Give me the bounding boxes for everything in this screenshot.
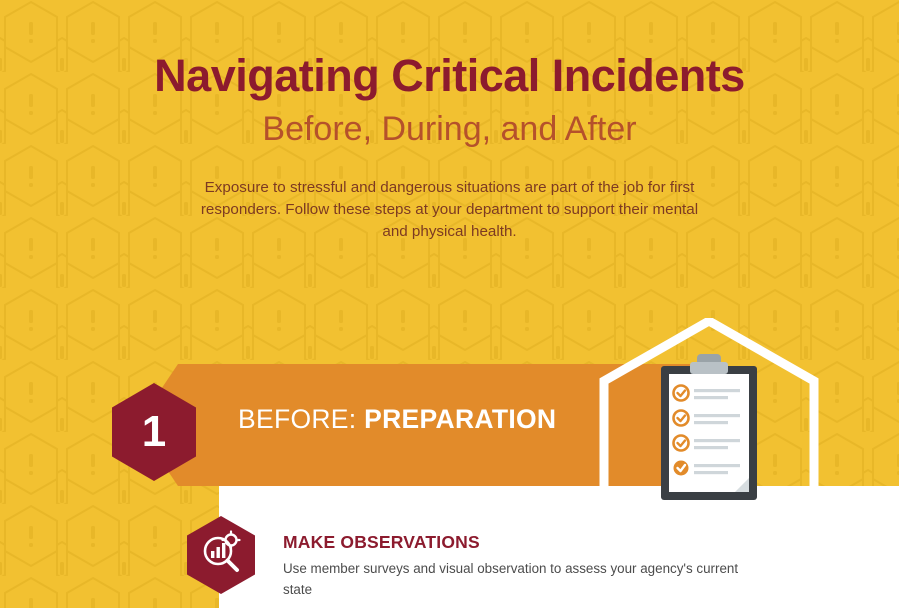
step-number: 1 <box>141 407 167 456</box>
item-title: MAKE OBSERVATIONS <box>283 532 480 552</box>
intro-paragraph: Exposure to stressful and dangerous situations are part of the job for first responders. Follow these steps at your department to support their mental and physical health. <box>200 178 699 240</box>
page-subtitle: Before, During, and After <box>262 110 637 149</box>
magnifier-gear-chart-icon <box>185 515 257 595</box>
item-description: Use member surveys and visual observation to assess your agency's current state <box>283 561 739 597</box>
step-phase-label <box>238 404 556 435</box>
step-phase-name: PREPARATION <box>364 404 557 434</box>
list-item <box>185 515 745 595</box>
header-block <box>0 52 899 243</box>
step-phase-prefix: BEFORE: <box>238 404 357 434</box>
page-title: Navigating Critical Incidents <box>154 50 745 101</box>
